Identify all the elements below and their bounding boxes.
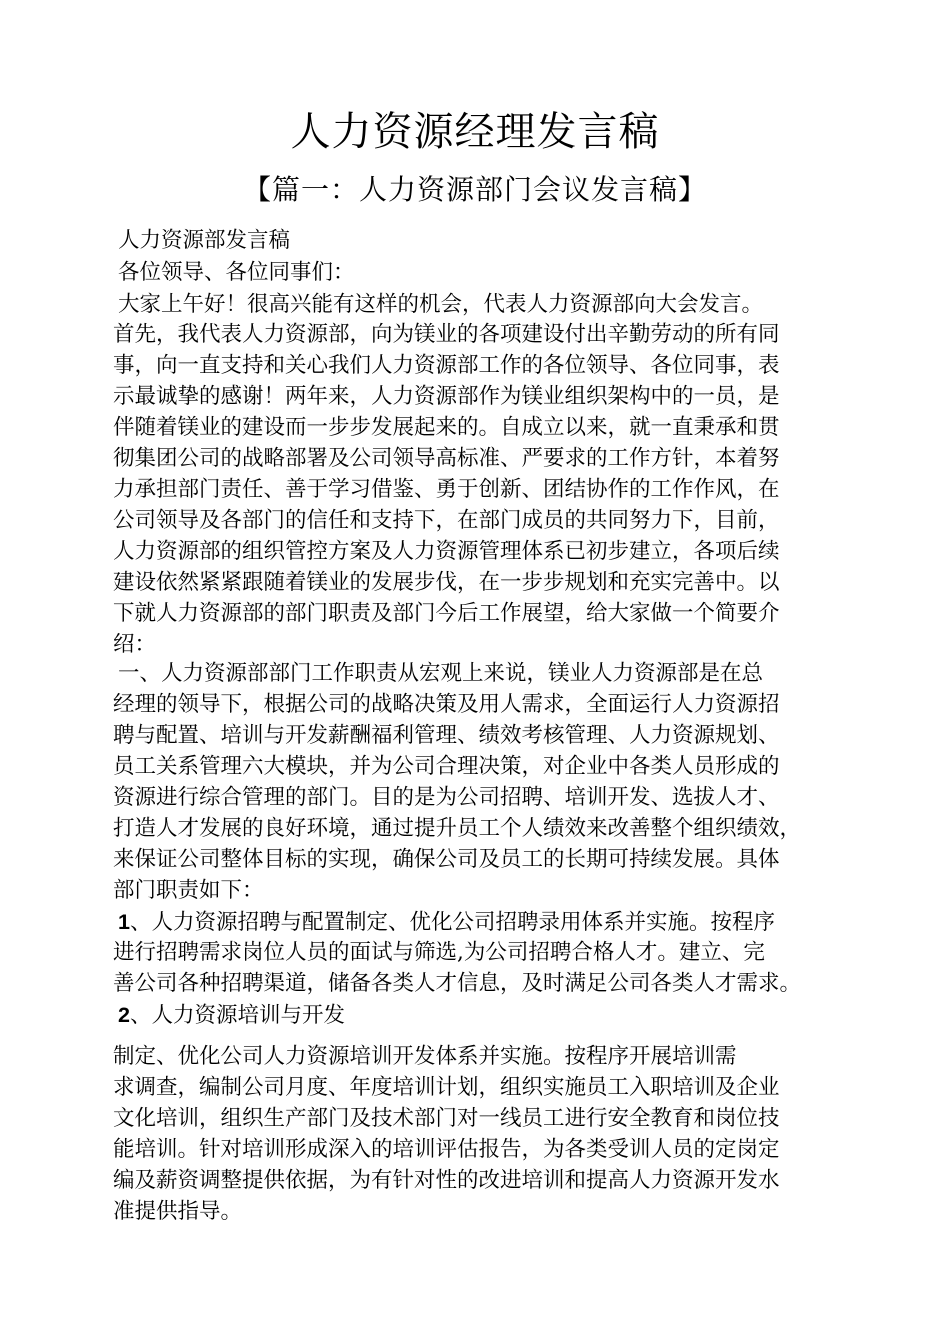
body-line: 编及薪资调整提供依据，为有针对性的改进培训和提高人力资源开发水: [113, 1168, 780, 1193]
body-line: 建设依然紧紧跟随着镁业的发展步伐，在一步步规划和充实完善中。以: [113, 570, 780, 595]
body-line: 人力资源部的组织管控方案及人力资源管理体系已初步建立，各项后续: [113, 539, 780, 564]
item-text: 、人力资源招聘与配置制定、优化公司招聘录用体系并实施。按程序: [129, 910, 775, 935]
item-number: 1: [118, 910, 130, 934]
section-heading: 【篇一：人力资源部门会议发言稿】: [242, 173, 707, 206]
body-line: 下就人力资源部的部门职责及部门今后工作展望，给大家做一个简要介: [113, 601, 780, 626]
body-line: 资源进行综合管理的部门。目的是为公司招聘、培训开发、选拔人才、: [113, 785, 780, 810]
body-line: 文化培训，组织生产部门及技术部门对一线员工进行安全教育和岗位技: [113, 1106, 780, 1131]
body-line: 大家上午好！很高兴能有这样的机会，代表人力资源部向大会发言。: [118, 292, 764, 317]
body-line: 一、人力资源部部门工作职责从宏观上来说，镁业人力资源部是在总: [118, 661, 764, 686]
body-line: 聘与配置、培训与开发薪酬福利管理、绩效考核管理、人力资源规划、: [113, 723, 780, 748]
body-line: 公司领导及各部门的信任和支持下，在部门成员的共同努力下，目前，: [113, 508, 780, 533]
body-line: 力承担部门责任、善于学习借鉴、勇于创新、团结协作的工作作风，在: [113, 477, 780, 502]
body-line: 准提供指导。: [113, 1199, 243, 1224]
item-text: 、人力资源培训与开发: [129, 1003, 345, 1028]
body-line: 首先，我代表人力资源部，向为镁业的各项建设付出辛勤劳动的所有同: [113, 322, 780, 347]
body-line: 能培训。针对培训形成深入的培训评估报告，为各类受训人员的定岗定: [113, 1137, 780, 1162]
body-line: 示最诚挚的感谢！两年来，人力资源部作为镁业组织架构中的一员，是: [113, 384, 780, 409]
body-line: 进行招聘需求岗位人员的面试与筛选,为公司招聘合格人才。建立、完: [113, 940, 765, 965]
body-line: 员工关系管理六大模块，并为公司合理决策，对企业中各类人员形成的: [113, 754, 780, 779]
numbered-item-line: [118, 1000, 345, 1031]
body-line: 各位领导、各位同事们：: [118, 260, 355, 285]
body-line: 求调查，编制公司月度、年度培训计划，组织实施员工入职培训及企业: [113, 1075, 780, 1100]
item-number: 2: [118, 1003, 130, 1027]
body-line: 部门职责如下：: [113, 878, 264, 903]
body-line: 善公司各种招聘渠道，储备各类人才信息，及时满足公司各类人才需求。: [113, 971, 802, 996]
body-line: 制定、优化公司人力资源培训开发体系并实施。按程序开展培训需: [113, 1044, 737, 1069]
body-line: 来保证公司整体目标的实现，确保公司及员工的长期可持续发展。具体: [113, 847, 780, 872]
body-line: 彻集团公司的战略部署及公司领导高标准、严要求的工作方针，本着努: [113, 446, 780, 471]
numbered-item-line: [118, 907, 775, 938]
body-line: 事，向一直支持和关心我们人力资源部工作的各位领导、各位同事，表: [113, 353, 780, 378]
body-line: 人力资源部发言稿: [118, 228, 291, 253]
body-line: 经理的领导下，根据公司的战略决策及用人需求，全面运行人力资源招: [113, 692, 780, 717]
body-line: 打造人才发展的良好环境，通过提升员工个人绩效来改善整个组织绩效，: [113, 816, 802, 841]
body-line: 伴随着镁业的建设而一步步发展起来的。自成立以来，就一直秉承和贯: [113, 415, 780, 440]
document-title: 人力资源经理发言稿: [290, 109, 660, 155]
body-line: 绍：: [113, 632, 157, 657]
